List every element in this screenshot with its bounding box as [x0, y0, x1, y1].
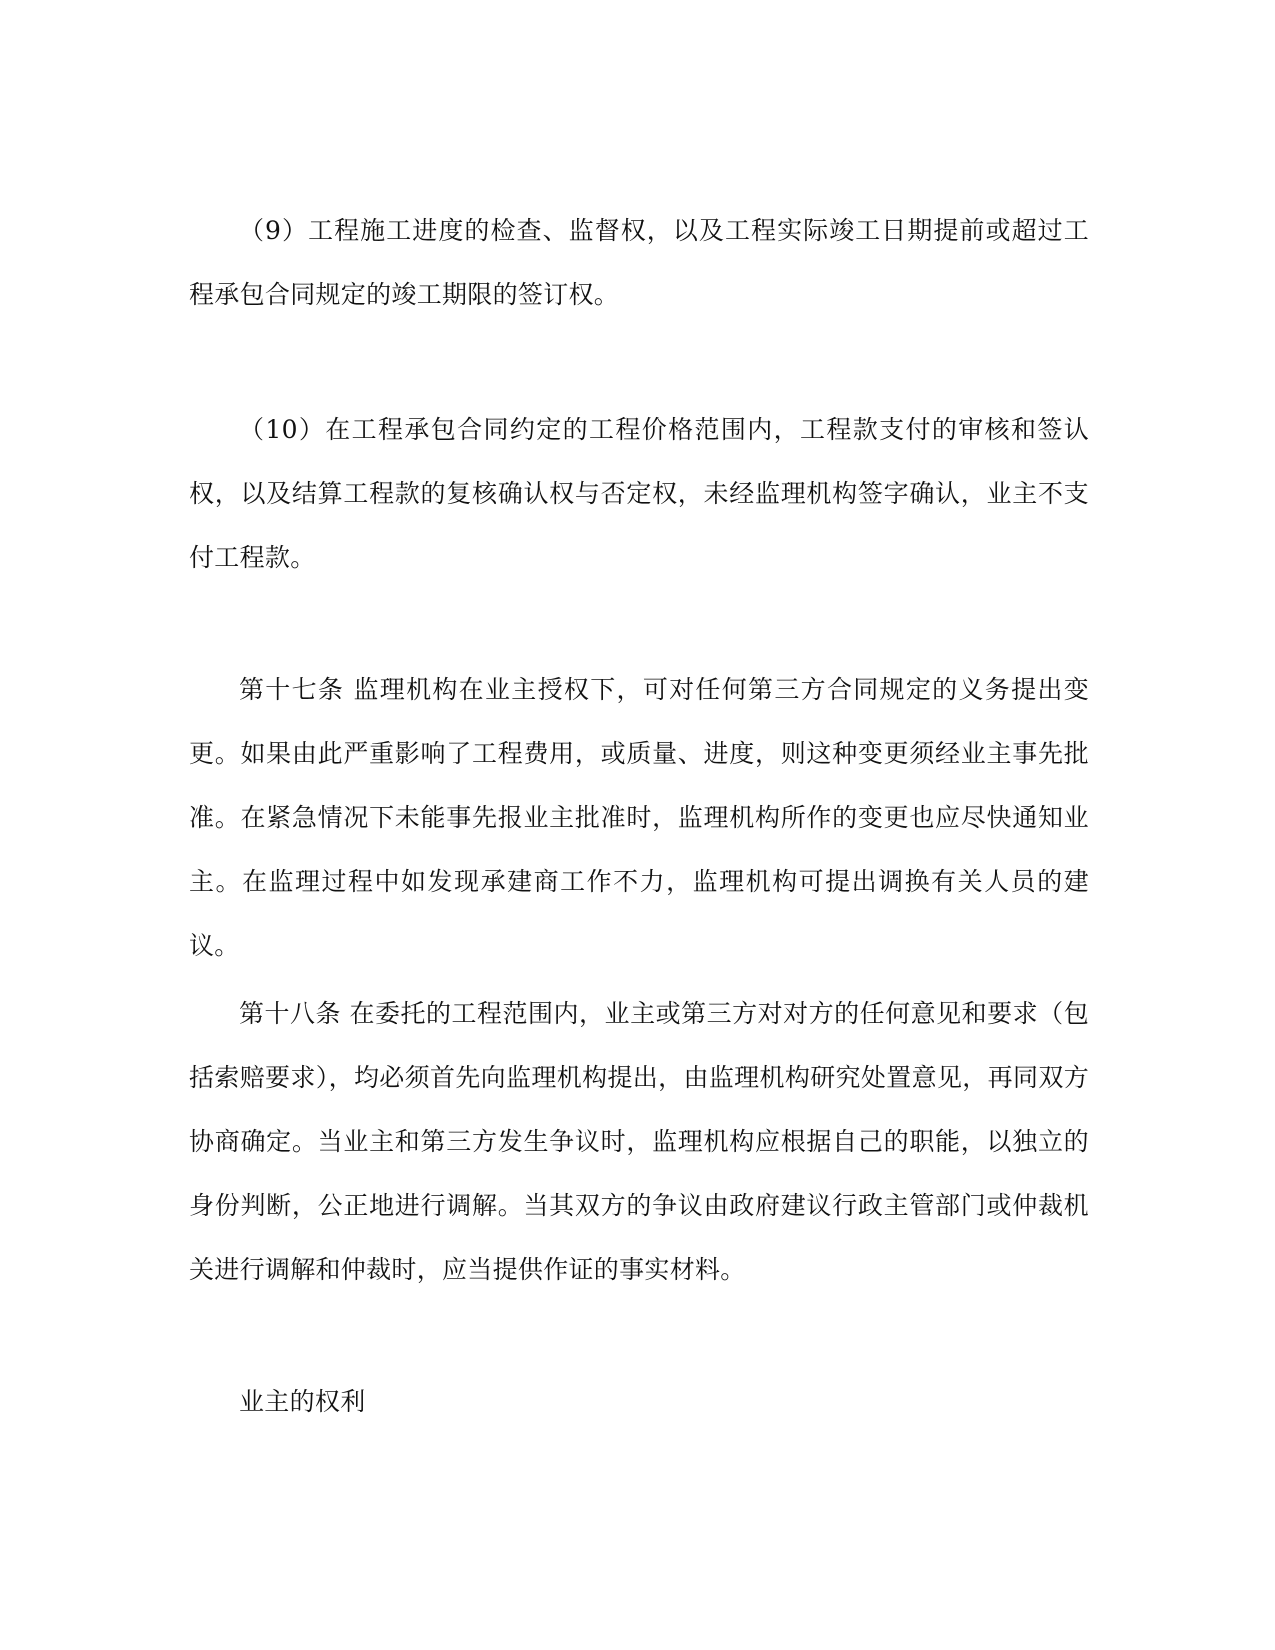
paragraph-article-18: 第十八条 在委托的工程范围内，业主或第三方对对方的任何意见和要求（包括索赔要求），均必须首先向监理机构提出，由监理机构研究处置意见，再同双方协商确定。当业主和第三方发生争议时，监理机构应根据自己的职能，以独立的身份判断，公正地进行调解。当其双方的争议由政府建议行政主管部门或仲裁机关进行调解和仲裁时，应当提供作证的事实材料。 [189, 999, 1089, 1284]
paragraph-article-17: 第十七条 监理机构在业主授权下，可对任何第三方合同规定的义务提出变更。如果由此严重影响了工程费用，或质量、进度，则这种变更须经业主事先批准。在紧急情况下未能事先报业主批准时，监理机构所作的变更也应尽快通知业主。在监理过程中如发现承建商工作不力，监理机构可提出调换有关人员的建议。 [189, 675, 1089, 960]
paragraph-item-10: （10）在工程承包合同约定的工程价格范围内，工程款支付的审核和签认权，以及结算工程款的复核确认权与否定权，未经监理机构签字确认，业主不支付工程款。 [189, 415, 1089, 572]
section-heading-owner-rights: 业主的权利 [239, 1387, 366, 1416]
paragraph-item-9: （9）工程施工进度的检查、监督权，以及工程实际竣工日期提前或超过工程承包合同规定的竣工期限的签订权。 [189, 216, 1089, 309]
